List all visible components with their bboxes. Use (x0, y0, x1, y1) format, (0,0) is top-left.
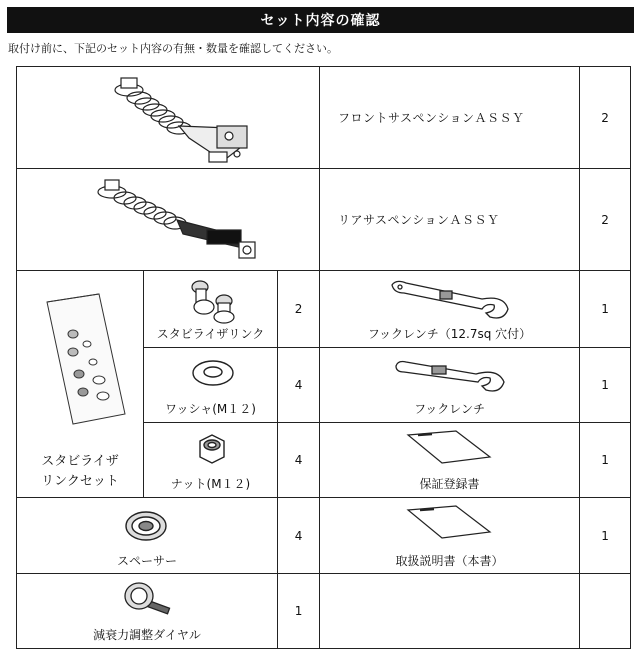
warranty-qty: 1 (580, 423, 631, 498)
row-spacer (17, 498, 631, 574)
hook-wrench-hole-icon (386, 275, 516, 321)
nut-qty: 4 (278, 423, 320, 498)
row-rear-suspension (17, 169, 631, 271)
manual-cell (320, 498, 580, 574)
dial-icon (117, 578, 177, 622)
washer-icon (188, 356, 238, 390)
hook-wrench-icon (390, 354, 510, 394)
rear-suspension-image-cell (17, 169, 320, 271)
stabilizer-link-cell (144, 271, 278, 348)
hook-wrench-cell (320, 348, 580, 423)
stabilizer-set-name-line2: リンクセット (41, 474, 119, 489)
parts-table (16, 66, 631, 649)
stabilizer-set-name-line1: スタビライザ (41, 454, 119, 469)
row-dial (17, 574, 631, 649)
rear-suspension-name: リアサスペンションＡＳＳＹ (320, 169, 580, 271)
section-header (7, 7, 634, 33)
hook-wrench-qty: 1 (580, 348, 631, 423)
stabilizer-link-name: スタビライザリンク (156, 327, 265, 341)
row-front-suspension (17, 67, 631, 169)
front-suspension-image-cell (17, 67, 320, 169)
hook-wrench-hole-qty: 1 (580, 271, 631, 348)
nut-icon (190, 429, 234, 471)
nut-name: ナット(M１２) (170, 477, 251, 491)
stabilizer-kit-bag-icon (17, 282, 142, 432)
empty-qty-cell (580, 574, 631, 649)
washer-qty: 4 (278, 348, 320, 423)
intro-text: 取付け前に、下記のセット内容の有無・数量を確認してください。 (8, 42, 338, 55)
dial-cell (17, 574, 278, 649)
hook-wrench-hole-name: フックレンチ（12.7sq 穴付） (367, 327, 532, 341)
spacer-qty: 4 (278, 498, 320, 574)
spacer-cell (17, 498, 278, 574)
nut-cell (144, 423, 278, 498)
washer-cell (144, 348, 278, 423)
manual-name: 取扱説明書（本書） (395, 554, 504, 568)
dial-name: 減衰力調整ダイヤル (93, 628, 201, 642)
manual-qty: 1 (580, 498, 631, 574)
spacer-icon (121, 506, 171, 546)
hook-wrench-name: フックレンチ (414, 402, 485, 416)
stabilizer-link-qty: 2 (278, 271, 320, 348)
rear-suspension-icon (17, 170, 317, 270)
header-title: セット内容の確認 (260, 13, 381, 29)
spacer-name: スペーサー (116, 554, 177, 568)
washer-name: ワッシャ(M１２) (165, 402, 256, 416)
stabilizer-link-icon (184, 275, 244, 325)
rear-suspension-qty: 2 (580, 169, 631, 271)
row-stabilizer-link (17, 271, 631, 348)
warranty-card-icon (398, 429, 498, 467)
stabilizer-link-set-cell (17, 271, 144, 498)
empty-cell (320, 574, 580, 649)
warranty-name: 保証登録書 (419, 477, 480, 491)
hook-wrench-hole-cell (320, 271, 580, 348)
dial-qty: 1 (278, 574, 320, 649)
front-suspension-icon (17, 68, 317, 168)
warranty-cell (320, 423, 580, 498)
manual-icon (398, 504, 498, 542)
front-suspension-qty: 2 (580, 67, 631, 169)
front-suspension-name: フロントサスペンションＡＳＳＹ (320, 67, 580, 169)
